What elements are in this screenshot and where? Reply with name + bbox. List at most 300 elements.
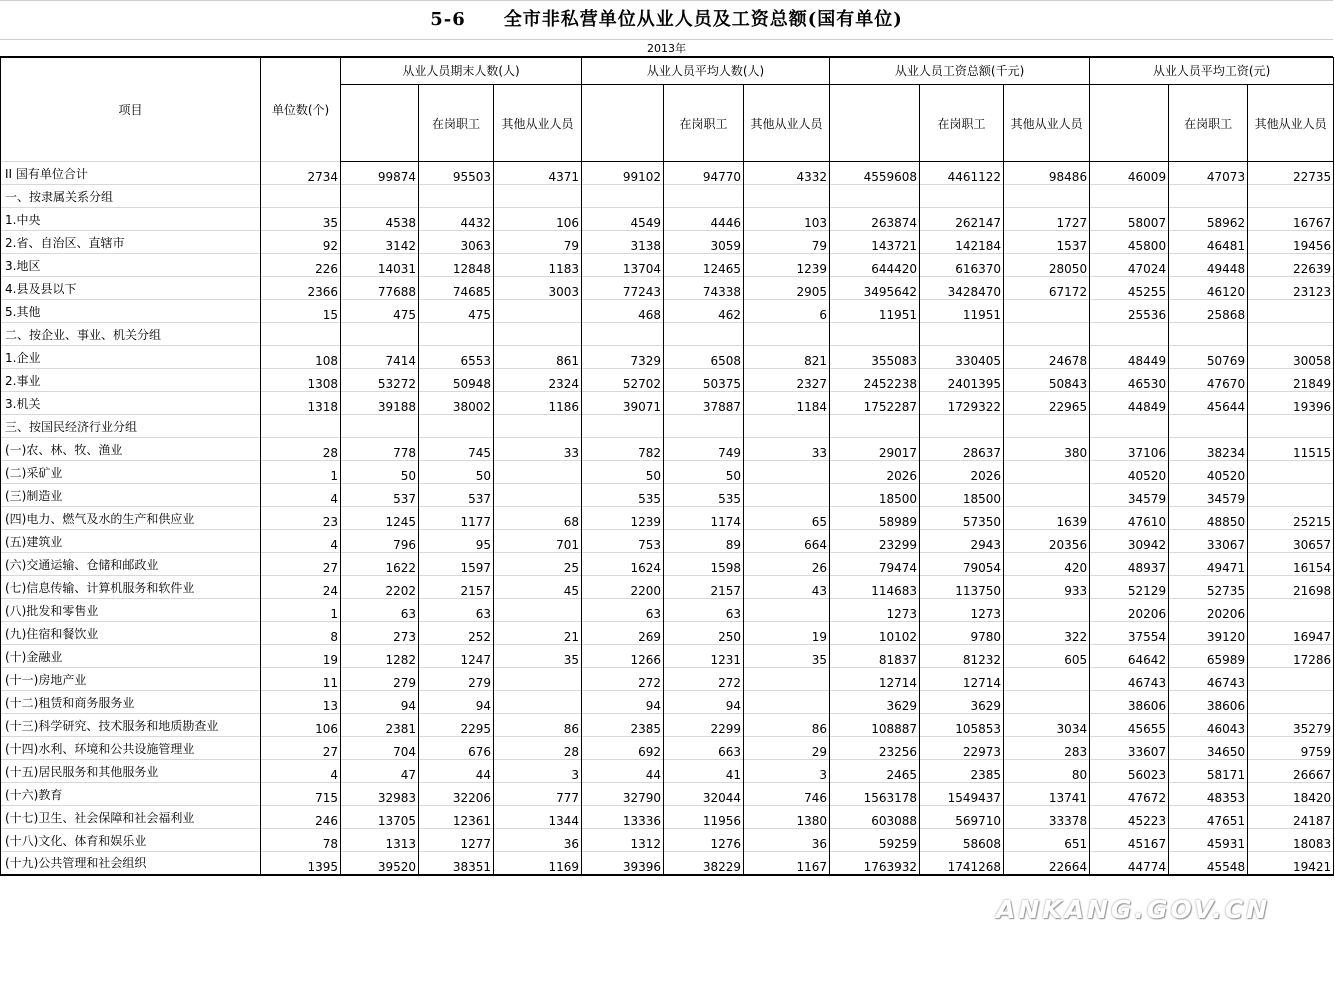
- row-label: 2.事业: [1, 369, 261, 392]
- table-cell: 38002: [419, 392, 494, 415]
- table-cell: [1004, 323, 1090, 346]
- year-label: 2013年: [0, 39, 1333, 58]
- table-cell: 74338: [664, 277, 744, 300]
- table-cell: 11515: [1248, 438, 1334, 461]
- table-cell: [920, 185, 1004, 208]
- table-row: [1, 576, 1334, 599]
- header-total: [341, 85, 419, 162]
- table-row: [1, 162, 1334, 185]
- table-cell: 26: [744, 553, 830, 576]
- table-cell: 59259: [830, 829, 920, 852]
- table-cell: 1239: [582, 507, 664, 530]
- header-item: 项目: [1, 57, 261, 162]
- table-cell: [1248, 691, 1334, 714]
- table-cell: 1624: [582, 553, 664, 576]
- table-cell: 3003: [494, 277, 582, 300]
- table-cell: [744, 668, 830, 691]
- table-cell: [920, 415, 1004, 438]
- table-cell: 33067: [1169, 530, 1248, 553]
- table-cell: 1167: [744, 852, 830, 875]
- table-cell: 36: [744, 829, 830, 852]
- table-row: [1, 507, 1334, 530]
- table-row: [1, 737, 1334, 760]
- table-cell: [1004, 185, 1090, 208]
- table-row: [1, 208, 1334, 231]
- table-cell: 77688: [341, 277, 419, 300]
- table-cell: [830, 185, 920, 208]
- table-cell: 81837: [830, 645, 920, 668]
- table-cell: 30942: [1090, 530, 1169, 553]
- table-cell: 2366: [261, 277, 341, 300]
- table-cell: [1248, 461, 1334, 484]
- table-cell: 2026: [920, 461, 1004, 484]
- table-cell: [1004, 300, 1090, 323]
- table-row: [1, 622, 1334, 645]
- table-cell: 58608: [920, 829, 1004, 852]
- table-cell: 18500: [830, 484, 920, 507]
- table-row: [1, 231, 1334, 254]
- table-cell: 50: [419, 461, 494, 484]
- table-cell: [582, 323, 664, 346]
- table-cell: [494, 185, 582, 208]
- table-cell: 1276: [664, 829, 744, 852]
- table-cell: [1248, 668, 1334, 691]
- table-cell: 49471: [1169, 553, 1248, 576]
- table-cell: 16947: [1248, 622, 1334, 645]
- table-cell: 263874: [830, 208, 920, 231]
- table-cell: 1537: [1004, 231, 1090, 254]
- table-cell: 1231: [664, 645, 744, 668]
- table-cell: 3495642: [830, 277, 920, 300]
- table-cell: 92: [261, 231, 341, 254]
- table-cell: 79: [494, 231, 582, 254]
- table-cell: 1344: [494, 806, 582, 829]
- table-cell: 98486: [1004, 162, 1090, 185]
- table-cell: 45548: [1169, 852, 1248, 875]
- table-cell: [1248, 415, 1334, 438]
- table-cell: 663: [664, 737, 744, 760]
- table-cell: 262147: [920, 208, 1004, 231]
- table-cell: 715: [261, 783, 341, 806]
- table-cell: 1186: [494, 392, 582, 415]
- table-cell: 6: [744, 300, 830, 323]
- table-cell: 58962: [1169, 208, 1248, 231]
- table-cell: 701: [494, 530, 582, 553]
- table-cell: 58989: [830, 507, 920, 530]
- row-label: (十二)租赁和商务服务业: [1, 691, 261, 714]
- table-cell: 4371: [494, 162, 582, 185]
- table-row: [1, 392, 1334, 415]
- table-cell: 34579: [1090, 484, 1169, 507]
- table-cell: 380: [1004, 438, 1090, 461]
- table-cell: [1004, 668, 1090, 691]
- header-total: [830, 85, 920, 162]
- table-cell: 45644: [1169, 392, 1248, 415]
- table-cell: 47670: [1169, 369, 1248, 392]
- table-row: [1, 852, 1334, 875]
- table-cell: 99102: [582, 162, 664, 185]
- table-cell: 475: [341, 300, 419, 323]
- table-cell: 3: [744, 760, 830, 783]
- table-cell: 35: [261, 208, 341, 231]
- table-cell: [1169, 185, 1248, 208]
- table-cell: 50769: [1169, 346, 1248, 369]
- table-cell: 9780: [920, 622, 1004, 645]
- table-cell: 40520: [1169, 461, 1248, 484]
- table-cell: [1248, 323, 1334, 346]
- table-cell: 1273: [920, 599, 1004, 622]
- table-cell: 86: [744, 714, 830, 737]
- table-cell: 6508: [664, 346, 744, 369]
- table-cell: 46009: [1090, 162, 1169, 185]
- table-cell: [582, 415, 664, 438]
- row-label: (十三)科学研究、技术服务和地质勘查业: [1, 714, 261, 737]
- table-cell: 420: [1004, 553, 1090, 576]
- table-row: [1, 323, 1334, 346]
- table-cell: 20206: [1090, 599, 1169, 622]
- table-cell: 19396: [1248, 392, 1334, 415]
- table-cell: 23: [261, 507, 341, 530]
- table-cell: [494, 668, 582, 691]
- table-cell: [1090, 415, 1169, 438]
- page-title: 5-6 全市非私营单位从业人员及工资总额(国有单位): [0, 0, 1333, 40]
- table-cell: 21: [494, 622, 582, 645]
- table-cell: 4432: [419, 208, 494, 231]
- table-cell: 13741: [1004, 783, 1090, 806]
- table-cell: 32044: [664, 783, 744, 806]
- table-cell: 226: [261, 254, 341, 277]
- table-cell: 4461122: [920, 162, 1004, 185]
- table-cell: 79474: [830, 553, 920, 576]
- table-cell: 2385: [582, 714, 664, 737]
- table-row: [1, 277, 1334, 300]
- table-cell: 37554: [1090, 622, 1169, 645]
- table-cell: 535: [664, 484, 744, 507]
- table-cell: 63: [582, 599, 664, 622]
- table-row: [1, 645, 1334, 668]
- statistics-table: [0, 57, 1334, 876]
- table-cell: [494, 599, 582, 622]
- table-cell: 3034: [1004, 714, 1090, 737]
- row-label: 1.中央: [1, 208, 261, 231]
- table-row: [1, 760, 1334, 783]
- table-cell: 4446: [664, 208, 744, 231]
- table-cell: 1639: [1004, 507, 1090, 530]
- table-cell: 1549437: [920, 783, 1004, 806]
- table-cell: 27: [261, 737, 341, 760]
- table-cell: 1308: [261, 369, 341, 392]
- table-cell: [664, 323, 744, 346]
- table-cell: 1752287: [830, 392, 920, 415]
- table-cell: 22973: [920, 737, 1004, 760]
- table-cell: 28637: [920, 438, 1004, 461]
- table-cell: 4: [261, 760, 341, 783]
- table-cell: 33: [494, 438, 582, 461]
- table-cell: 272: [582, 668, 664, 691]
- table-cell: 28: [494, 737, 582, 760]
- table-cell: 28050: [1004, 254, 1090, 277]
- table-cell: 272: [664, 668, 744, 691]
- table-cell: 4559608: [830, 162, 920, 185]
- table-cell: 821: [744, 346, 830, 369]
- row-label: (十)金融业: [1, 645, 261, 668]
- table-cell: 74685: [419, 277, 494, 300]
- table-row: [1, 346, 1334, 369]
- table-cell: 37106: [1090, 438, 1169, 461]
- table-cell: 25536: [1090, 300, 1169, 323]
- table-cell: 34650: [1169, 737, 1248, 760]
- table-cell: 1395: [261, 852, 341, 875]
- table-cell: 32983: [341, 783, 419, 806]
- row-label: (十一)房地产业: [1, 668, 261, 691]
- table-cell: 81232: [920, 645, 1004, 668]
- table-cell: 2734: [261, 162, 341, 185]
- table-cell: 26667: [1248, 760, 1334, 783]
- table-cell: 47024: [1090, 254, 1169, 277]
- header-other: 其他从业人员: [744, 85, 830, 162]
- table-cell: 9759: [1248, 737, 1334, 760]
- table-cell: 46120: [1169, 277, 1248, 300]
- table-cell: 44: [419, 760, 494, 783]
- table-cell: 11951: [920, 300, 1004, 323]
- row-label: 三、按国民经济行业分组: [1, 415, 261, 438]
- row-label: (十七)卫生、社会保障和社会福利业: [1, 806, 261, 829]
- table-cell: 38606: [1090, 691, 1169, 714]
- table-cell: 11951: [830, 300, 920, 323]
- table-cell: 4538: [341, 208, 419, 231]
- table-cell: 475: [419, 300, 494, 323]
- table-cell: 14031: [341, 254, 419, 277]
- row-label: 5.其他: [1, 300, 261, 323]
- table-cell: [920, 323, 1004, 346]
- table-cell: 142184: [920, 231, 1004, 254]
- table-cell: 8: [261, 622, 341, 645]
- table-cell: 65989: [1169, 645, 1248, 668]
- table-cell: 11: [261, 668, 341, 691]
- table-cell: [494, 691, 582, 714]
- table-cell: 79054: [920, 553, 1004, 576]
- table-cell: [341, 415, 419, 438]
- table-cell: 35: [744, 645, 830, 668]
- table-cell: [494, 461, 582, 484]
- table-cell: 24187: [1248, 806, 1334, 829]
- table-cell: 38606: [1169, 691, 1248, 714]
- table-cell: 67172: [1004, 277, 1090, 300]
- table-cell: [1248, 300, 1334, 323]
- table-cell: 605: [1004, 645, 1090, 668]
- table-cell: 12361: [419, 806, 494, 829]
- table-cell: [664, 185, 744, 208]
- table-cell: 89: [664, 530, 744, 553]
- table-cell: 23256: [830, 737, 920, 760]
- table-cell: 676: [419, 737, 494, 760]
- table-cell: 23123: [1248, 277, 1334, 300]
- table-cell: 15: [261, 300, 341, 323]
- table-cell: 20356: [1004, 530, 1090, 553]
- table-cell: 2324: [494, 369, 582, 392]
- table-cell: 1598: [664, 553, 744, 576]
- table-cell: 3138: [582, 231, 664, 254]
- table-cell: 3428470: [920, 277, 1004, 300]
- table-cell: 322: [1004, 622, 1090, 645]
- table-row: [1, 714, 1334, 737]
- table-cell: 46743: [1090, 668, 1169, 691]
- table-cell: 25868: [1169, 300, 1248, 323]
- table-cell: 745: [419, 438, 494, 461]
- table-cell: 1282: [341, 645, 419, 668]
- row-label: (四)电力、燃气及水的生产和供应业: [1, 507, 261, 530]
- table-cell: 29017: [830, 438, 920, 461]
- table-cell: 2943: [920, 530, 1004, 553]
- table-cell: 50375: [664, 369, 744, 392]
- watermark-logo: ANKANG.GOV.CN: [996, 895, 1271, 924]
- table-cell: 537: [419, 484, 494, 507]
- table-cell: 143721: [830, 231, 920, 254]
- table-cell: 45223: [1090, 806, 1169, 829]
- table-row: [1, 185, 1334, 208]
- table-cell: 30657: [1248, 530, 1334, 553]
- header-on-post: 在岗职工: [419, 85, 494, 162]
- table-cell: 19: [744, 622, 830, 645]
- table-cell: 749: [664, 438, 744, 461]
- table-cell: 40520: [1090, 461, 1169, 484]
- table-cell: 44849: [1090, 392, 1169, 415]
- table-cell: 664: [744, 530, 830, 553]
- table-cell: 2200: [582, 576, 664, 599]
- table-cell: [744, 599, 830, 622]
- table-cell: 18420: [1248, 783, 1334, 806]
- table-cell: 45: [494, 576, 582, 599]
- table-cell: 269: [582, 622, 664, 645]
- table-cell: 1266: [582, 645, 664, 668]
- table-cell: 108887: [830, 714, 920, 737]
- table-cell: [419, 185, 494, 208]
- table-cell: [1169, 323, 1248, 346]
- table-cell: 1313: [341, 829, 419, 852]
- table-cell: 1597: [419, 553, 494, 576]
- table-cell: 114683: [830, 576, 920, 599]
- table-cell: 47: [341, 760, 419, 783]
- table-cell: 1380: [744, 806, 830, 829]
- table-cell: 3629: [830, 691, 920, 714]
- table-cell: 7329: [582, 346, 664, 369]
- table-cell: 21849: [1248, 369, 1334, 392]
- table-cell: 95503: [419, 162, 494, 185]
- table-cell: 861: [494, 346, 582, 369]
- table-row: [1, 599, 1334, 622]
- table-cell: 3063: [419, 231, 494, 254]
- table-cell: 1: [261, 599, 341, 622]
- header-total: [582, 85, 664, 162]
- table-cell: 782: [582, 438, 664, 461]
- table-row: [1, 829, 1334, 852]
- table-cell: 273: [341, 622, 419, 645]
- table-cell: 18083: [1248, 829, 1334, 852]
- table-cell: [419, 415, 494, 438]
- table-cell: [261, 185, 341, 208]
- table-cell: 692: [582, 737, 664, 760]
- table-cell: 4549: [582, 208, 664, 231]
- table-cell: [1169, 415, 1248, 438]
- table-cell: 2157: [419, 576, 494, 599]
- table-cell: 4332: [744, 162, 830, 185]
- table-cell: 38229: [664, 852, 744, 875]
- table-cell: 2202: [341, 576, 419, 599]
- row-label: 3.地区: [1, 254, 261, 277]
- row-label: (十六)教育: [1, 783, 261, 806]
- table-cell: [1090, 185, 1169, 208]
- table-cell: 44: [582, 760, 664, 783]
- table-cell: 44774: [1090, 852, 1169, 875]
- table-cell: 46043: [1169, 714, 1248, 737]
- table-cell: 283: [1004, 737, 1090, 760]
- table-cell: 52735: [1169, 576, 1248, 599]
- table-cell: 48850: [1169, 507, 1248, 530]
- table-cell: 57350: [920, 507, 1004, 530]
- table-cell: 36: [494, 829, 582, 852]
- table-cell: 13704: [582, 254, 664, 277]
- table-cell: [1248, 185, 1334, 208]
- table-cell: 1563178: [830, 783, 920, 806]
- table-row: [1, 415, 1334, 438]
- table-row: [1, 783, 1334, 806]
- table-cell: 1763932: [830, 852, 920, 875]
- table-cell: 39071: [582, 392, 664, 415]
- table-cell: 3629: [920, 691, 1004, 714]
- header-other: 其他从业人员: [1004, 85, 1090, 162]
- table-row: [1, 553, 1334, 576]
- table-cell: 746: [744, 783, 830, 806]
- table-cell: 778: [341, 438, 419, 461]
- table-cell: 33: [744, 438, 830, 461]
- table-cell: [494, 323, 582, 346]
- table-cell: 704: [341, 737, 419, 760]
- header-on-post: 在岗职工: [1169, 85, 1248, 162]
- table-cell: 6553: [419, 346, 494, 369]
- table-cell: [341, 185, 419, 208]
- table-cell: [261, 415, 341, 438]
- table-cell: 13336: [582, 806, 664, 829]
- row-label: 4.县及县以下: [1, 277, 261, 300]
- table-cell: 537: [341, 484, 419, 507]
- table-cell: [830, 415, 920, 438]
- table-cell: 39120: [1169, 622, 1248, 645]
- table-cell: 252: [419, 622, 494, 645]
- table-cell: 32206: [419, 783, 494, 806]
- table-cell: 78: [261, 829, 341, 852]
- table-cell: 279: [419, 668, 494, 691]
- table-cell: 39520: [341, 852, 419, 875]
- table-cell: 10102: [830, 622, 920, 645]
- table-cell: [1004, 415, 1090, 438]
- table-cell: 24678: [1004, 346, 1090, 369]
- table-cell: 1273: [830, 599, 920, 622]
- table-row: [1, 461, 1334, 484]
- table-cell: 99874: [341, 162, 419, 185]
- table-cell: 47073: [1169, 162, 1248, 185]
- table-cell: 796: [341, 530, 419, 553]
- header-other: 其他从业人员: [494, 85, 582, 162]
- table-cell: 45800: [1090, 231, 1169, 254]
- table-cell: 753: [582, 530, 664, 553]
- table-cell: [1004, 484, 1090, 507]
- row-label: 1.企业: [1, 346, 261, 369]
- table-cell: 105853: [920, 714, 1004, 737]
- table-cell: [830, 323, 920, 346]
- table-cell: 1239: [744, 254, 830, 277]
- table-cell: 50: [341, 461, 419, 484]
- table-cell: 29: [744, 737, 830, 760]
